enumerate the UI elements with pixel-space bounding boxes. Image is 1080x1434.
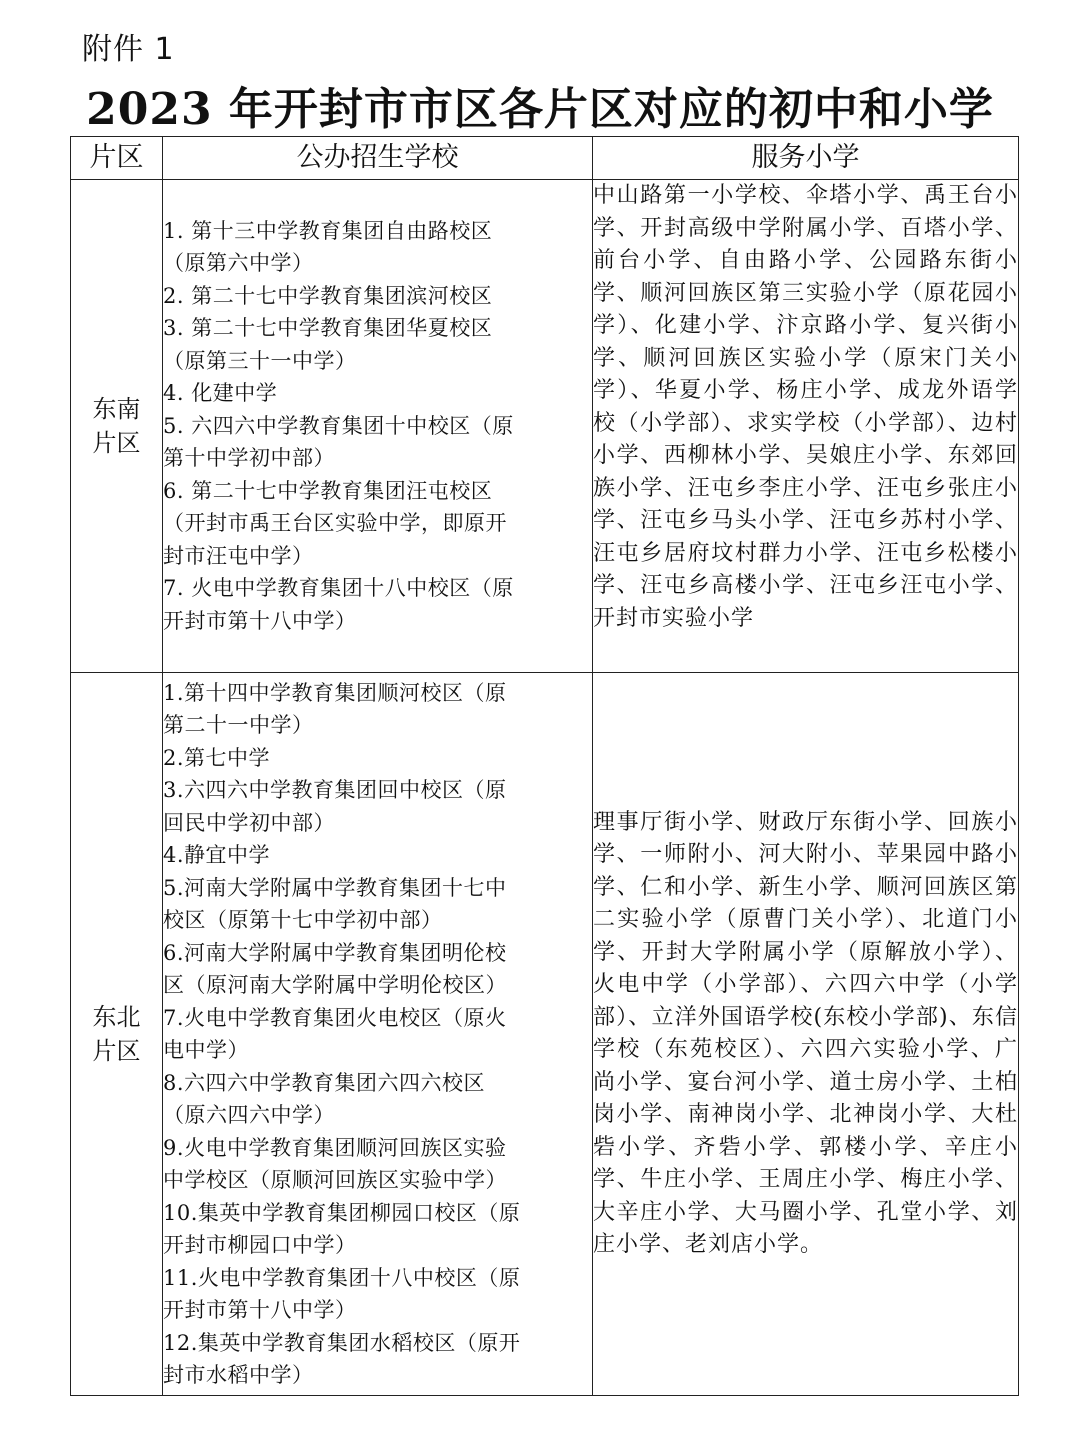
school-line: 6.河南大学附属中学教育集团明伦校: [163, 940, 507, 965]
area-cell: [71, 180, 163, 673]
school-line: 电中学）: [163, 1038, 249, 1062]
school-line: 5. 六四六中学教育集团十中校区（原: [163, 413, 514, 438]
school-line: 5.河南大学附属中学教育集团十七中: [163, 875, 507, 900]
school-line: 封市水稻中学）: [163, 1363, 314, 1387]
school-line: 3.六四六中学教育集团回中校区（原: [163, 778, 507, 802]
attachment-label: 附件 1: [82, 32, 175, 67]
school-line: 开封市第十八中学）: [163, 608, 357, 633]
school-line: 第二十一中学）: [163, 713, 314, 737]
primary-schools-cell: 理事厅街小学、财政厅东街小学、回族小学、一师附小、河大附小、苹果园中路小学、仁和小学、新生小学、顺河回族区第二实验小学（原曹门关小学）、北道门小学、开封大学附属小学（原解放小学）、火电中学（小学部）、六四六中学（小学部）、立洋外国语学校(东校小学部)、东信学校（东苑校区）、六四六实验小学、广尚小学、宴台河小学、道士房小学、土柏岗小学、南神岗小学、北神岗小学、大杜砦小学、齐砦小学、郭楼小学、辛庄小学、牛庄小学、王周庄小学、梅庄小学、大辛庄小学、大马圈小学、孔堂小学、刘庄小学、老刘店小学。: [593, 673, 1019, 1396]
school-line: 1. 第十三中学教育集团自由路校区: [163, 218, 493, 243]
school-line: 封市汪屯中学）: [163, 543, 314, 568]
school-line: 12.集英中学教育集团水稻校区（原开: [163, 1330, 521, 1355]
schools-cell: [163, 180, 593, 673]
school-line: 2. 第二十七中学教育集团滨河校区: [163, 283, 493, 308]
school-line: 3. 第二十七中学教育集团华夏校区: [163, 316, 493, 341]
school-line: 开封市柳园口中学）: [163, 1233, 357, 1257]
school-line: 第十中学初中部）: [163, 446, 335, 471]
school-line: 9.火电中学教育集团顺河回族区实验: [163, 1135, 507, 1160]
school-line: 4. 化建中学: [163, 381, 278, 406]
table-header-row: [71, 137, 1019, 180]
table-row-southeast: [71, 180, 1019, 673]
area-name: 东南片区: [92, 395, 141, 457]
school-line: 7.火电中学教育集团火电校区（原火: [163, 1005, 507, 1030]
schools-cell: [163, 673, 593, 1396]
school-line: （原第三十一中学）: [163, 348, 357, 373]
school-line: （原第六中学）: [163, 251, 314, 276]
document-title: 2023 年开封市市区各片区对应的初中和小学: [86, 84, 994, 135]
school-line: 11.火电中学教育集团十八中校区（原: [163, 1265, 521, 1290]
table-row-northeast: [71, 673, 1019, 1396]
school-line: 2.第七中学: [163, 745, 271, 770]
area-cell: [71, 673, 163, 1396]
school-line: 校区（原第十七中学初中部）: [163, 908, 443, 932]
header-schools: 公办招生学校: [163, 137, 593, 180]
school-line: 6. 第二十七中学教育集团汪屯校区: [163, 478, 493, 503]
school-line: 10.集英中学教育集团柳园口校区（原: [163, 1200, 521, 1225]
school-line: 开封市第十八中学）: [163, 1298, 357, 1322]
school-line: 1.第十四中学教育集团顺河校区（原: [163, 680, 507, 705]
school-line: 区（原河南大学附属中学明伦校区）: [163, 973, 507, 997]
school-line: 回民中学初中部）: [163, 810, 335, 835]
school-line: 8.六四六中学教育集团六四六校区: [163, 1070, 486, 1095]
school-line: （开封市禹王台区实验中学，即原开: [163, 511, 507, 536]
school-line: 4.静宜中学: [163, 843, 271, 867]
primary-schools-cell: 中山路第一小学校、伞塔小学、禹王台小学、开封高级中学附属小学、百塔小学、前台小学、自由路小学、公园路东街小学、顺河回族区第三实验小学（原花园小学）、化建小学、汴京路小学、复兴街小学、顺河回族区实验小学（原宋门关小学）、华夏小学、杨庄小学、成龙外语学校（小学部）、求实学校（小学部）、边村小学、西柳林小学、吴娘庄小学、东郊回族小学、汪屯乡李庄小学、汪屯乡张庄小学、汪屯乡马头小学、汪屯乡苏村小学、汪屯乡居府坟村群力小学、汪屯乡松楼小学、汪屯乡高楼小学、汪屯乡汪屯小学、开封市实验小学: [593, 180, 1019, 673]
header-area: 片区: [71, 137, 163, 180]
header-primary: 服务小学: [593, 137, 1019, 180]
school-line: 7. 火电中学教育集团十八中校区（原: [163, 576, 514, 601]
area-name: 东北片区: [92, 1003, 141, 1065]
school-line: （原六四六中学）: [163, 1103, 335, 1127]
school-line: 中学校区（原顺河回族区实验中学）: [163, 1168, 507, 1192]
district-school-table: [70, 136, 1019, 1396]
